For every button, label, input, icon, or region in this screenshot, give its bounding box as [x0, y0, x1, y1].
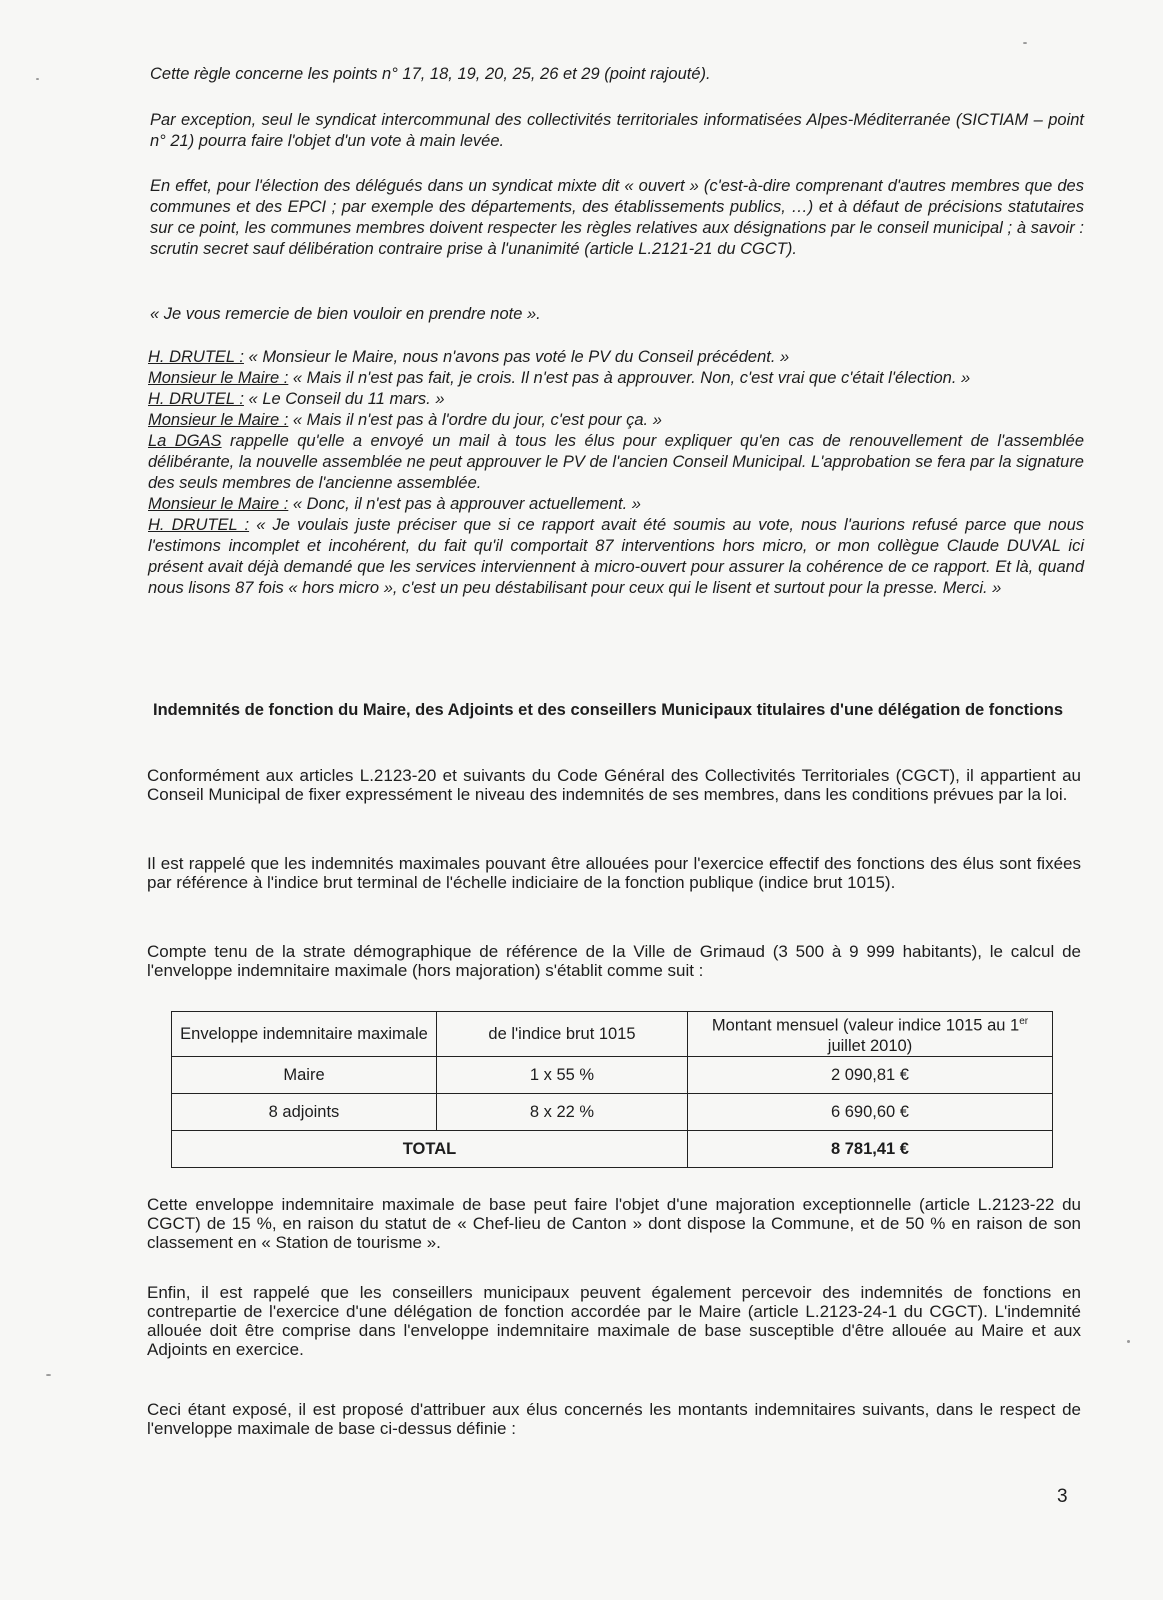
row-rate: 1 x 55 % — [437, 1056, 688, 1093]
speaker-name: H. DRUTEL : — [148, 516, 250, 534]
speaker-name: Monsieur le Maire : — [148, 411, 289, 429]
dialogue-line — [148, 389, 1084, 410]
row-label: 8 adjoints — [172, 1093, 437, 1130]
speaker-name: Monsieur le Maire : — [148, 495, 289, 513]
dialogue-line — [148, 368, 1084, 389]
row-label: Maire — [172, 1056, 437, 1093]
dialogue-line — [148, 410, 1084, 431]
dialogue-line — [148, 347, 1084, 368]
header-monthly-amount: Montant mensuel (valeur indice 1015 au 1er juillet 2010) — [688, 1012, 1053, 1057]
row-amount: 6 690,60 € — [688, 1093, 1053, 1130]
speaker-name: H. DRUTEL : — [148, 348, 244, 366]
exception-paragraph: Par exception, seul le syndicat intercommunal des collectivités territoriales informatisées Alpes-Méditerranée (SICTIAM – point n° 21) pourra faire l'objet d'un vote à main levée. — [150, 111, 1084, 150]
explanation-paragraph: En effet, pour l'élection des délégués dans un syndicat mixte dit « ouvert » (c'est-à-dire comprenant d'autres membres que des communes et des EPCI ; par exemple des départements, des établissements publics, …) et à défaut de précisions statutaires sur ce point, les communes membres doivent respecter les règles relatives aux désignations par le conseil municipal ; à savoir : scrutin secret sauf délibération contraire prise à l'unanimité (article L.2121-21 du CGCT). — [150, 177, 1084, 258]
dialogue-text: rappelle qu'elle a envoyé un mail à tous les élus pour expliquer qu'en cas de renouvellement de l'assemblée délibérante, la nouvelle assemblée ne peut approuver le PV de l'ancien Conseil Municipal. L'approbation se fera par la signature des seuls membres de l'ancienne assemblée. — [148, 432, 1084, 492]
majoration-paragraph: Cette enveloppe indemnitaire maximale de base peut faire l'objet d'une majoration exceptionnelle (article L.2123-22 du CGCT) de 15 %, en raison du statut de « Chef-lieu de Canton » dont dispose la Commune, et de 50 % en raison de son classement en « Station de tourisme ». — [147, 1195, 1081, 1252]
speaker-name: H. DRUTEL : — [148, 390, 244, 408]
dialogue-block — [148, 347, 1084, 599]
header-envelope: Enveloppe indemnitaire maximale — [172, 1012, 437, 1057]
table-total-row — [172, 1130, 1053, 1167]
councillors-paragraph: Enfin, il est rappelé que les conseillers municipaux peuvent également percevoir des indemnités de fonctions en contrepartie de l'exercice d'une délégation de fonction accordée par le Maire (article L.2123-24-1 du CGCT). L'indemnité allouée doit être comprise dans l'enveloppe indemnitaire maximale de base susceptible d'être allouée au Maire et aux Adjoints en exercice. — [147, 1283, 1081, 1359]
thanks-paragraph: « Je vous remercie de bien vouloir en prendre note ». — [150, 305, 541, 323]
dialogue-line — [148, 494, 1084, 515]
legal-basis-paragraph: Conformément aux articles L.2123-20 et suivants du Code Général des Collectivités Territoriales (CGCT), il appartient au Conseil Municipal de fixer expressément le niveau des indemnités de ses membres, dans les conditions prévues par la loi. — [147, 766, 1081, 804]
speaker-name: La DGAS — [148, 432, 222, 450]
dialogue-text: « Le Conseil du 11 mars. » — [243, 390, 445, 408]
dialogue-text: « Je voulais juste préciser que si ce rapport avait été soumis au vote, nous l'aurions refusé parce que nous l'estimons incomplet et incohérent, du fait qu'il comportait 87 interventions hors micro, or mon collègue Claude DUVAL ici présent avait déjà demandé que les services interviennent à micro-ouvert pour assurer la cohérence de ce rapport. Et là, quand nous lisons 87 fois « hors micro », c'est un peu déstabilisant pour ceux qui le lisent et surtout pour la presse. Merci. » — [148, 516, 1084, 597]
page-number: 3 — [1057, 1486, 1068, 1507]
dialogue-text: « Monsieur le Maire, nous n'avons pas voté le PV du Conseil précédent. » — [243, 348, 790, 366]
scan-speck — [46, 1374, 51, 1376]
indemnity-envelope-table — [171, 1011, 1053, 1168]
dialogue-line — [148, 515, 1084, 599]
table-row — [172, 1056, 1053, 1093]
total-amount: 8 781,41 € — [688, 1130, 1053, 1167]
dialogue-text: « Mais il n'est pas à l'ordre du jour, c'est pour ça. » — [288, 411, 662, 429]
calculation-intro-paragraph: Compte tenu de la strate démographique de référence de la Ville de Grimaud (3 500 à 9 999 habitants), le calcul de l'enveloppe indemnitaire maximale (hors majoration) s'établit comme suit : — [147, 942, 1081, 980]
row-amount: 2 090,81 € — [688, 1056, 1053, 1093]
dialogue-text: « Mais il n'est pas fait, je crois. Il n'est pas à approuver. Non, c'est vrai que c'était l'élection. » — [288, 369, 971, 387]
scan-speck — [1127, 1340, 1130, 1343]
dialogue-text: « Donc, il n'est pas à approuver actuellement. » — [288, 495, 641, 513]
header-index: de l'indice brut 1015 — [437, 1012, 688, 1057]
proposal-paragraph: Ceci étant exposé, il est proposé d'attribuer aux élus concernés les montants indemnitaires suivants, dans le respect de l'enveloppe maximale de base ci-dessus définie : — [147, 1400, 1081, 1438]
scan-speck — [36, 78, 39, 80]
table-row — [172, 1093, 1053, 1130]
table-header-row — [172, 1012, 1053, 1057]
speaker-name: Monsieur le Maire : — [148, 369, 289, 387]
max-indemnity-paragraph: Il est rappelé que les indemnités maximales pouvant être allouées pour l'exercice effectif des fonctions des élus sont fixées par référence à l'indice brut terminal de l'échelle indiciaire de la fonction publique (indice brut 1015). — [147, 854, 1081, 892]
section-heading: Indemnités de fonction du Maire, des Adjoints et des conseillers Municipaux titulaires d'une délégation de fonctions — [153, 701, 1064, 719]
rule-points-paragraph: Cette règle concerne les points n° 17, 18, 19, 20, 25, 26 et 29 (point rajouté). — [150, 65, 711, 83]
row-rate: 8 x 22 % — [437, 1093, 688, 1130]
total-label: TOTAL — [172, 1130, 688, 1167]
scan-speck — [1023, 42, 1027, 44]
dialogue-line — [148, 431, 1084, 494]
